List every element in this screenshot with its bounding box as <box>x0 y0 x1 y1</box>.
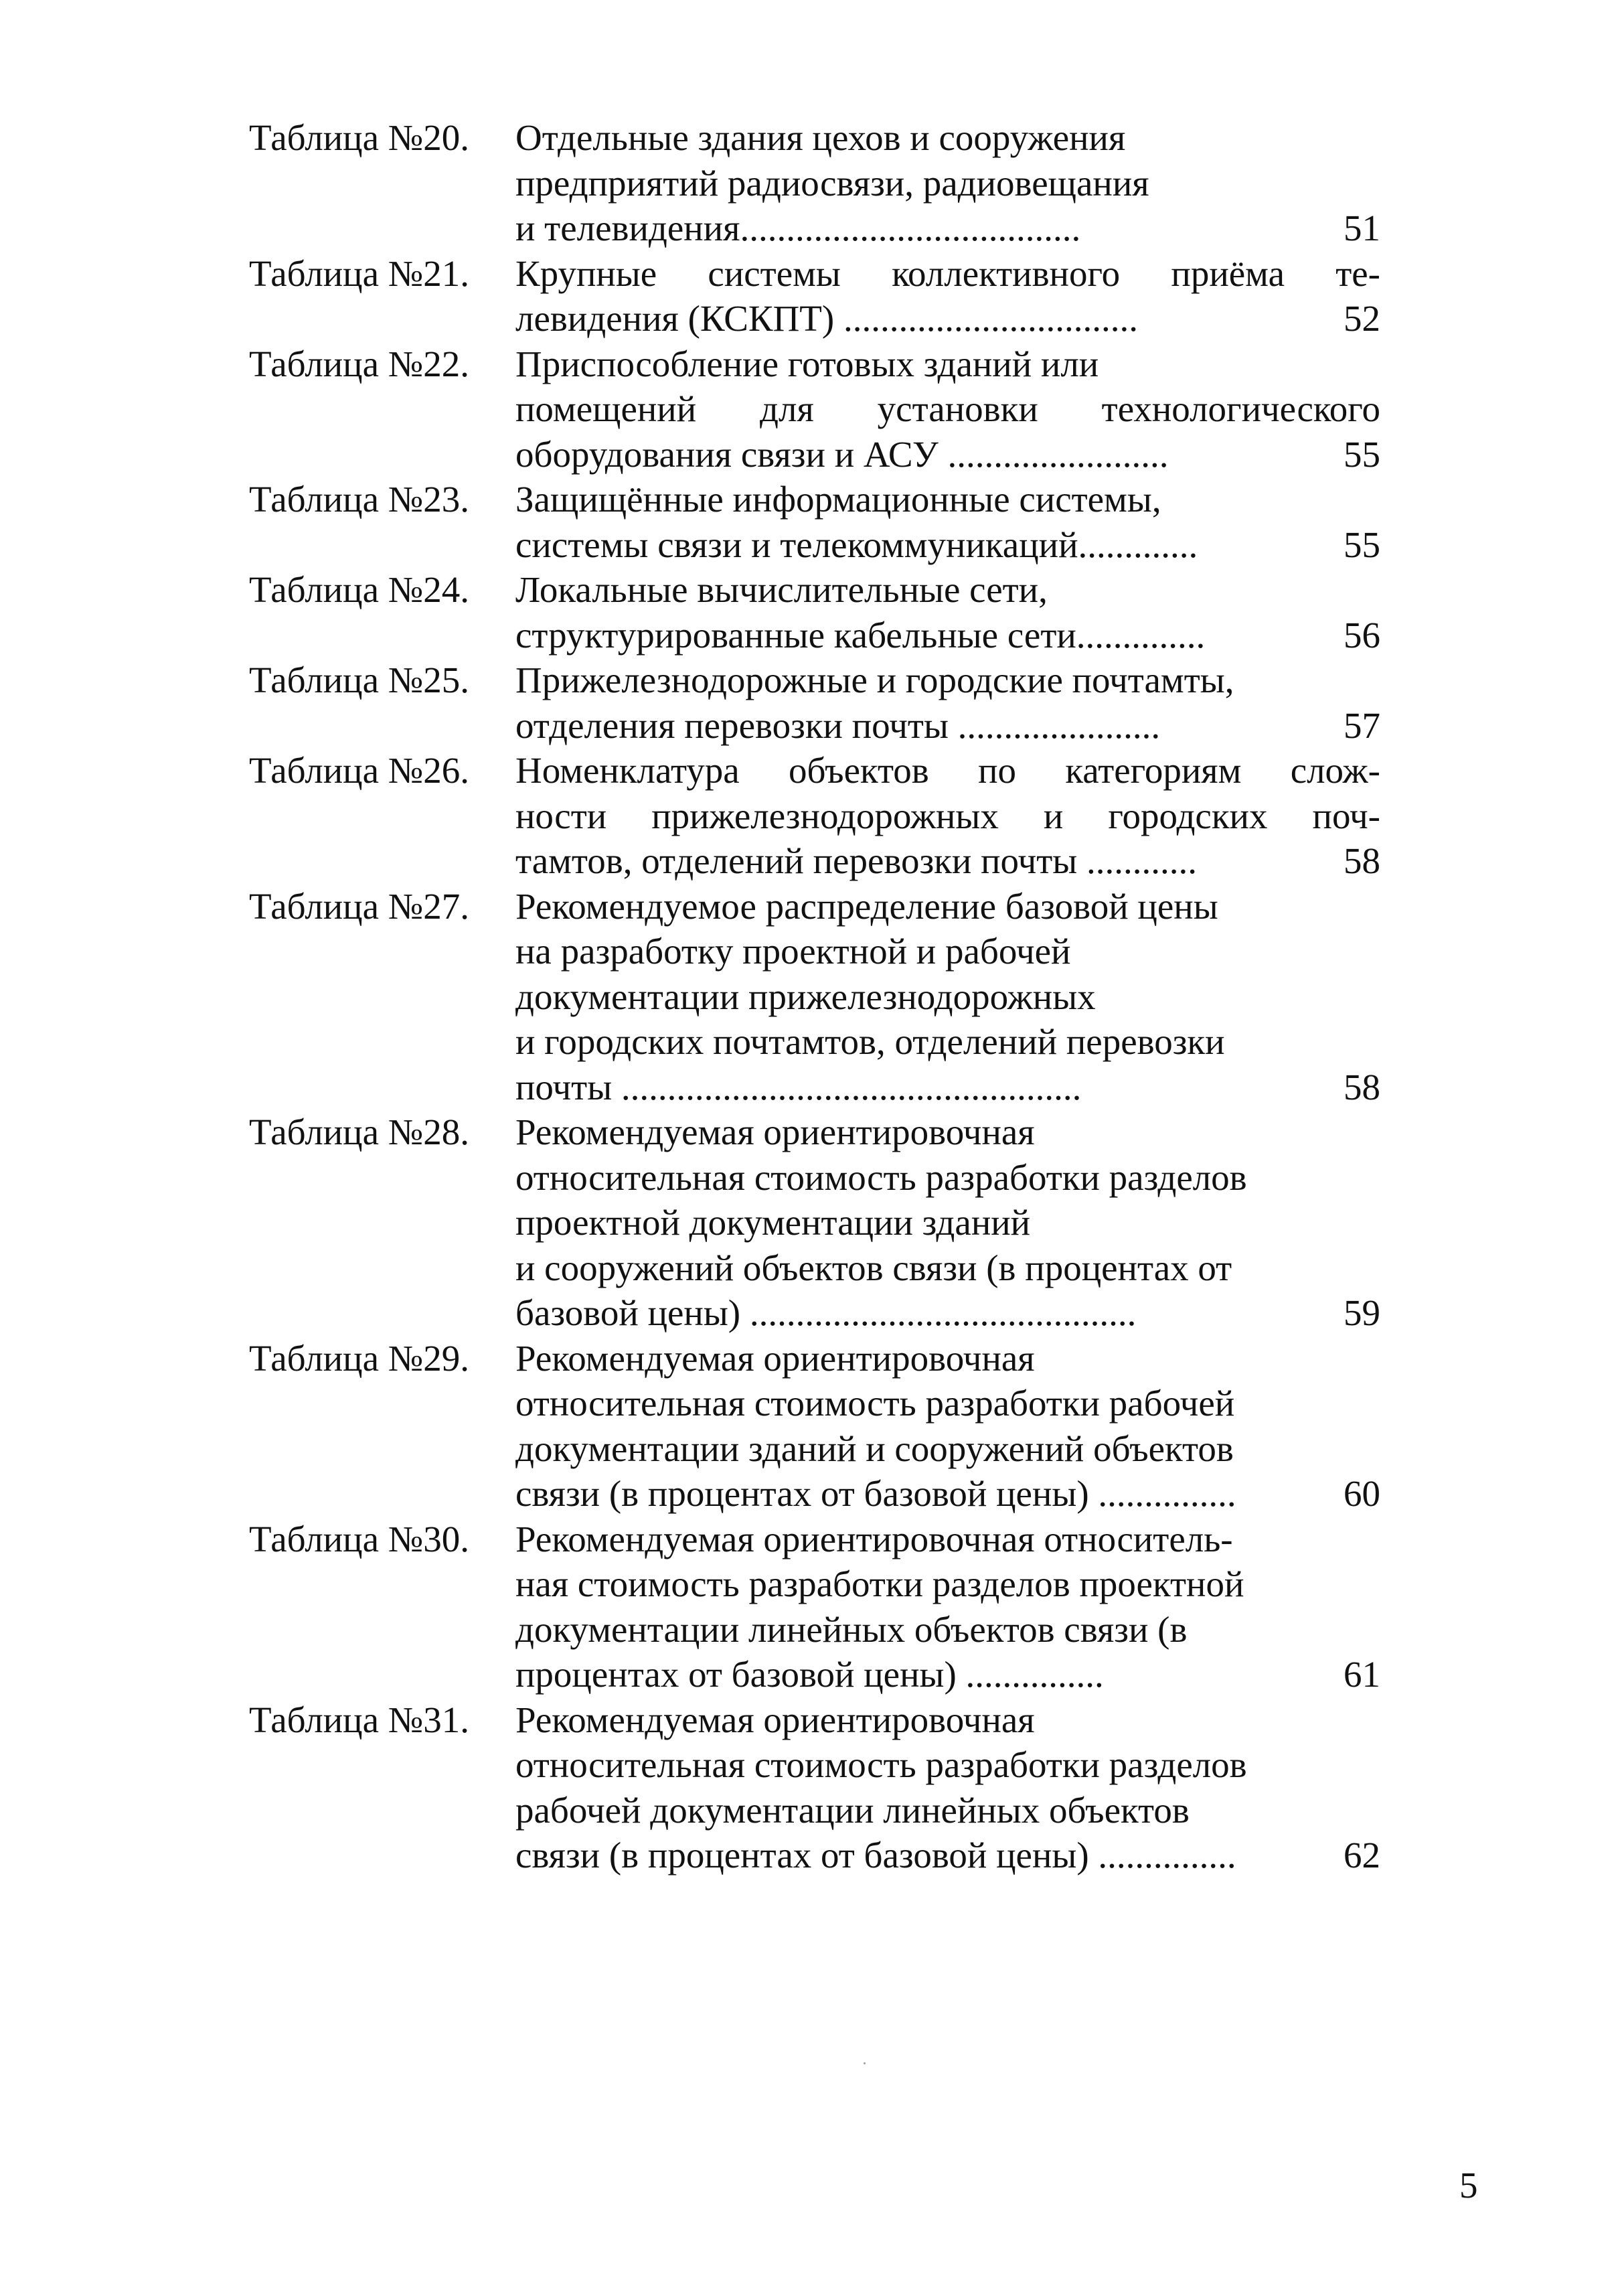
toc-entry-title-last-line: отделения перевозки почты ...................... <box>515 704 1161 746</box>
toc-entry <box>249 1517 1380 1697</box>
toc-entry-leader-line <box>515 1652 1380 1697</box>
toc-entry-title-line: Приспособление готовых зданий или <box>515 343 1099 384</box>
toc-entry-title <box>515 658 1380 748</box>
toc-entry-title <box>515 567 1380 658</box>
toc-entry-leader-line <box>515 1065 1380 1110</box>
toc-entry <box>249 477 1380 567</box>
toc-entry <box>249 341 1380 477</box>
scan-speck <box>864 2062 866 2064</box>
toc-entry-page[interactable]: 52 <box>1344 298 1380 339</box>
toc-entry-title <box>515 1697 1380 1878</box>
toc-entry-label: Таблица №31. <box>249 1699 469 1740</box>
toc-entry-title-line: относительная стоимость разработки разделов <box>515 1156 1247 1198</box>
table-of-contents <box>249 115 1380 1878</box>
toc-entry-title-line: предприятий радиосвязи, радиовещания <box>515 162 1149 204</box>
toc-entry-title-line: документации зданий и сооружений объектов <box>515 1428 1234 1469</box>
toc-entry-title-last-line: системы связи и телекоммуникаций............. <box>515 524 1198 565</box>
toc-entry-title <box>515 1109 1380 1336</box>
toc-entry-leader-line <box>515 296 1380 341</box>
toc-entry-title-line: на разработку проектной и рабочей <box>515 931 1071 972</box>
toc-entry-label: Таблица №30. <box>249 1518 469 1559</box>
toc-entry-leader-line <box>515 1290 1380 1336</box>
toc-entry <box>249 884 1380 1110</box>
page-number: 5 <box>1459 2165 1478 2206</box>
toc-entry-label: Таблица №27. <box>249 885 469 927</box>
toc-entry-page[interactable]: 58 <box>1344 1066 1380 1107</box>
toc-entry-title-last-line: процентах от базовой цены) ............... <box>515 1654 1104 1695</box>
toc-entry <box>249 1109 1380 1336</box>
toc-entry-label: Таблица №28. <box>249 1112 469 1152</box>
toc-entry-title-line: Рекомендуемая ориентировочная <box>515 1699 1035 1740</box>
toc-entry-title <box>515 251 1380 341</box>
toc-entry-title-last-line: базовой цены) .......................................... <box>515 1292 1137 1333</box>
toc-entry-title-line: Крупные системы коллективного приёма те- <box>515 252 1380 294</box>
toc-entry-page[interactable]: 60 <box>1344 1473 1380 1514</box>
toc-entry-label: Таблица №26. <box>249 750 469 791</box>
toc-entry-title-line: документации линейных объектов связи (в <box>515 1608 1188 1650</box>
toc-entry-leader-line <box>515 522 1380 568</box>
toc-entry <box>249 251 1380 341</box>
toc-entry <box>249 1336 1380 1517</box>
toc-entry-label: Таблица №21. <box>249 252 469 294</box>
toc-entry-title-last-line: почты .................................................. <box>515 1066 1082 1107</box>
toc-entry-page[interactable]: 61 <box>1344 1654 1380 1695</box>
toc-entry-title <box>515 1517 1380 1697</box>
toc-entry-title-line: Номенклатура объектов по категориям слож- <box>515 750 1380 791</box>
toc-entry-title-line: проектной документации зданий <box>515 1202 1031 1243</box>
toc-entry-page[interactable]: 55 <box>1344 433 1380 475</box>
toc-entry-title-line: Рекомендуемая ориентировочная <box>515 1112 1035 1152</box>
toc-entry-title-line: относительная стоимость разработки разделов <box>515 1744 1247 1785</box>
toc-entry-leader-line <box>515 1471 1380 1517</box>
toc-entry-title-line: и городских почтамтов, отделений перевозки <box>515 1021 1225 1062</box>
toc-entry-title-line: Локальные вычислительные сети, <box>515 569 1048 610</box>
toc-entry-title-last-line: связи (в процентах от базовой цены) ............... <box>515 1835 1236 1876</box>
toc-entry-title-last-line: тамтов, отделений перевозки почты ............ <box>515 840 1197 881</box>
toc-entry-title <box>515 115 1380 251</box>
toc-entry-page[interactable]: 51 <box>1344 208 1380 248</box>
toc-entry-title-line: Прижелезнодорожные и городские почтамты, <box>515 660 1234 700</box>
toc-entry-label: Таблица №25. <box>249 660 469 700</box>
toc-entry-title-last-line: структурированные кабельные сети.............. <box>515 614 1206 656</box>
toc-entry-label: Таблица №20. <box>249 117 469 158</box>
toc-entry-leader-line <box>515 206 1380 251</box>
toc-entry <box>249 1697 1380 1878</box>
toc-entry-page[interactable]: 59 <box>1344 1292 1380 1333</box>
toc-entry-label: Таблица №23. <box>249 479 469 520</box>
toc-entry-leader-line <box>515 703 1380 749</box>
toc-entry-leader-line <box>515 613 1380 658</box>
toc-entry-title <box>515 884 1380 1110</box>
toc-entry-label: Таблица №29. <box>249 1337 469 1379</box>
toc-entry-title-line: Рекомендуемое распределение базовой цены <box>515 885 1218 927</box>
toc-entry <box>249 115 1380 251</box>
toc-entry-page[interactable]: 62 <box>1344 1835 1380 1876</box>
toc-entry-label: Таблица №22. <box>249 343 469 384</box>
toc-entry-title <box>515 477 1380 567</box>
toc-entry-title-line: Защищённые информационные системы, <box>515 479 1161 520</box>
toc-entry-title <box>515 341 1380 477</box>
toc-entry-page[interactable]: 58 <box>1344 840 1380 881</box>
toc-entry <box>249 748 1380 884</box>
toc-entry-page[interactable]: 57 <box>1344 704 1380 746</box>
toc-entry <box>249 567 1380 658</box>
toc-entry-label: Таблица №24. <box>249 569 469 610</box>
toc-entry-title-last-line: левидения (КСКПТ) ................................ <box>515 298 1138 339</box>
toc-entry-title <box>515 1336 1380 1517</box>
toc-entry-page[interactable]: 55 <box>1344 524 1380 565</box>
toc-entry-title-line: рабочей документации линейных объектов <box>515 1789 1190 1831</box>
toc-entry-title-line: документации прижелезнодорожных <box>515 976 1096 1017</box>
toc-entry-title-line: ности прижелезнодорожных и городских поч- <box>515 795 1380 836</box>
toc-entry-title-last-line: и телевидения..................................... <box>515 208 1081 248</box>
toc-entry-title-line: и сооружений объектов связи (в процентах от <box>515 1247 1232 1288</box>
toc-entry-title-last-line: связи (в процентах от базовой цены) ............... <box>515 1473 1236 1514</box>
toc-entry-title-last-line: оборудования связи и АСУ ........................ <box>515 433 1169 475</box>
toc-entry <box>249 658 1380 748</box>
toc-entry-title-line: относительная стоимость разработки рабочей <box>515 1383 1235 1424</box>
toc-entry-title-line: Рекомендуемая ориентировочная <box>515 1337 1035 1379</box>
toc-entry-title-line: помещений для установки технологического <box>515 388 1380 429</box>
toc-entry-leader-line <box>515 838 1380 884</box>
toc-entry-page[interactable]: 56 <box>1344 614 1380 656</box>
toc-entry-leader-line <box>515 432 1380 477</box>
toc-entry-title-line: Отдельные здания цехов и сооружения <box>515 117 1126 158</box>
toc-entry-title-line: ная стоимость разработки разделов проектной <box>515 1563 1244 1604</box>
toc-entry-title <box>515 748 1380 884</box>
toc-entry-title-line: Рекомендуемая ориентировочная относитель- <box>515 1518 1233 1559</box>
toc-entry-leader-line <box>515 1833 1380 1878</box>
